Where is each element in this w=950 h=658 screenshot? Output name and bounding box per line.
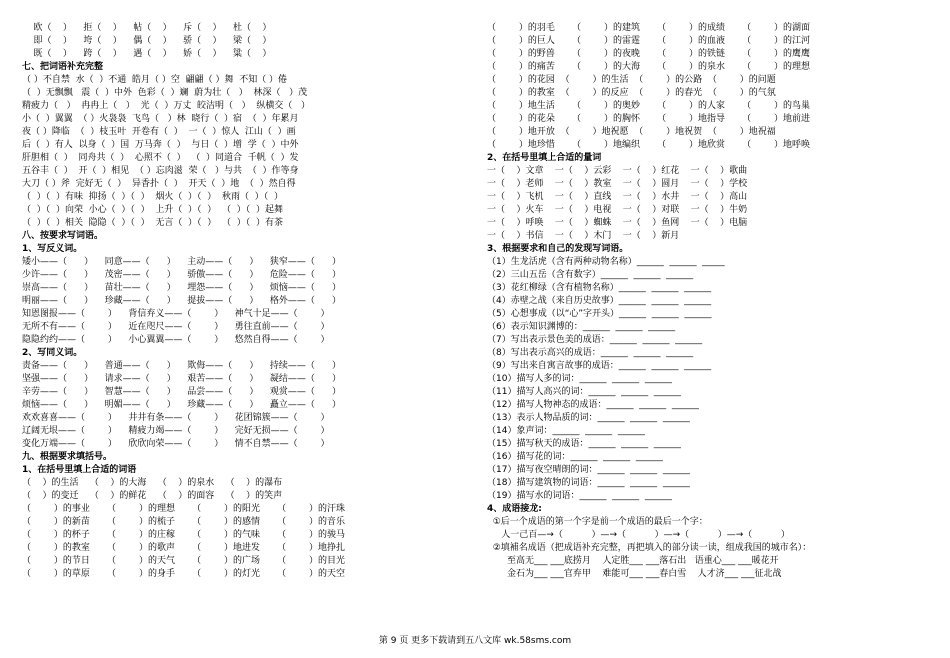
right-line: 一（ ）呼唤 一（ ）蜘蛛 一（ ）鱼网 一（ ）电脑: [487, 218, 748, 228]
left-line: 既（ ） 跨（ ） 遇（ ） 娇（ ） 粱（ ）: [22, 49, 272, 59]
page-footer: 第 9 页 更多下载请到五八文库 wk.58sms.com: [378, 636, 572, 646]
left-line: 坚强——（ ） 请求——（ ） 艰苦——（ ） 凝结——（ ）: [22, 374, 341, 384]
right-line: 一（ ）火车 一（ ）电视 一（ ）对联 一（ ）牛奶: [487, 205, 748, 215]
right-line: （ ）地珍惜 （ ）地编织 （ ）地欣赏 （ ）地呼唤: [487, 140, 811, 150]
left-heading: 1、在括号里填上合适的词语: [22, 465, 137, 475]
left-line: （ ）无飘飘 震（ ）中外 色彩（ ）斓 蔚为壮（ ） 林深（ ）茂: [22, 88, 308, 98]
right-heading: 3、根据要求和自己的发现写词语。: [487, 244, 629, 254]
left-line: （ ）的新苗 （ ）的梳子 （ ）的感情 （ ）的音乐: [22, 517, 346, 527]
right-line: （ ）的痛苦 （ ）的大海 （ ）的泉水 （ ）的理想: [487, 62, 811, 72]
right-line: （ ）的花朵 （ ）的胸怀 （ ）地指导 （ ）地前进: [487, 114, 811, 124]
left-line: （ ）的事业 （ ）的理想 （ ）的阳光 （ ）的汗珠: [22, 504, 346, 514]
right-line: （5）心想事成（以“心”字开头）______ ______ ______: [487, 309, 712, 319]
right-line: 至高无___ ___底捞月 人定胜___ ___落石出 语重心___ ___暖花开: [487, 556, 779, 566]
right-line: 人一己百—→（ ）—→（ ）—→（ ）—→（ ）: [487, 530, 790, 540]
right-heading: 2、在括号里填上合适的量词: [487, 153, 602, 163]
right-line: （4）赤壁之战（来自历史故事）______ ______ ______: [487, 296, 712, 306]
right-line: （ ）的教室 （ ）的反应 （ ）的春光 （ ）的气氛: [487, 88, 776, 98]
right-line: （ ）的花园 （ ）的生活 （ ）的公路 （ ）的问题: [487, 75, 776, 85]
right-line: （ ）的野兽 （ ）的夜晚 （ ）的铁链 （ ）的鹰鹰: [487, 49, 811, 59]
right-line: （ ）地生活 （ ）的奥妙 （ ）的人家 （ ）的鸟巢: [487, 101, 811, 111]
right-line: （6）表示知识渊博的：______ ______ ______: [487, 322, 676, 332]
left-line: （ ）的杯子 （ ）的庄稼 （ ）的气味 （ ）的骏马: [22, 530, 346, 540]
right-line: （ ）的羽毛 （ ）的建筑 （ ）的成绩 （ ）的湖面: [487, 23, 811, 33]
left-line: 矮小——（ ） 同意——（ ） 主动——（ ） 狭窄——（ ）: [22, 257, 341, 267]
right-line: （15）描写秋天的成语：______ ______ ______: [487, 439, 681, 449]
left-line: （ ）的生活 （ ）的大海 （ ）的泉水 （ ）的瀑布: [22, 478, 283, 488]
left-line: （ ）的草原 （ ）的身手 （ ）的灯光 （ ）的天空: [22, 569, 346, 579]
left-line: 小（ ）翼翼 （ ）火袅袅 飞鸟（ ）林 晓行（ ）宿 （ ）年累月: [22, 114, 299, 124]
right-line: 金石为___ ___官弃甲 难能可___ ___春白雪 人才济___ ___征北战: [487, 569, 782, 579]
left-line: 精疲力（ ） 冉冉上（ ） 光（ ）万丈 皎洁明（ ） 纵横交（ ）: [22, 101, 310, 111]
left-line: （ ）的节日 （ ）的天气 （ ）的广场 （ ）的目光: [22, 556, 346, 566]
left-line: 肝胆相（ ） 同舟共（ ） 心照不（ ） （ ）同道合 千帆（ ）发: [22, 153, 299, 163]
left-column: [22, 22, 470, 581]
right-heading: 4、成语接龙:: [487, 504, 542, 514]
left-line: 少许——（ ） 茂密——（ ） 骄傲——（ ） 危险——（ ）: [22, 270, 341, 280]
left-heading: 九、根据要求填括号。: [22, 452, 113, 462]
right-column: [487, 22, 930, 581]
right-line: （11）描写人高兴的词：______ ______ ______: [487, 387, 681, 397]
right-line: （14）象声词：______ ______ ______: [487, 426, 645, 436]
left-line: （ ）（ ）向荣 小心（ ）（ ） 上升（ ）（ ） （ ）（ ）起舞: [22, 205, 283, 215]
right-line: （16）描写花的词：______ ______ ______: [487, 452, 663, 462]
left-heading: 2、写同义词。: [22, 348, 83, 358]
left-line: 后（ ）有人 以身（ ）国 万马奔（ ） 与日（ ）增 学（ ）中外: [22, 140, 299, 150]
left-line: 大刀（ ）斧 完好无（ ） 异香扑（ ） 开天（ ）地 （ ）然自得: [22, 179, 296, 189]
left-line: 辽阔无垠——（ ） 精疲力竭——（ ） 完好无损——（ ）: [22, 426, 330, 436]
left-heading: 七、把词语补充完整: [22, 62, 104, 72]
left-line: 辛劳——（ ） 智慧——（ ） 品尝——（ ） 观赏——（ ）: [22, 387, 341, 397]
right-line: （19）描写水的词语：______ ______ ______: [487, 491, 672, 501]
left-line: 责备——（ ） 普通——（ ） 欺侮——（ ） 持续——（ ）: [22, 361, 341, 371]
right-line: （3）花红柳绿（含有植物名称）______ ______ ______: [487, 283, 712, 293]
left-line: 崇高——（ ） 苗壮——（ ） 埋怨——（ ） 烦恼——（ ）: [22, 283, 341, 293]
right-line: （18）描写建筑物的词语：______ ______ ______: [487, 478, 690, 488]
right-line: 一（ ）飞机 一（ ）直线 一（ ）水井 一（ ）高山: [487, 192, 748, 202]
right-line: （ ）的巨人 （ ）的雷霆 （ ）的血液 （ ）的江河: [487, 36, 811, 46]
left-line: 隐隐约约——（ ） 小心翼翼——（ ） 悠然自得——（ ）: [22, 335, 330, 345]
right-line: （10）描写人多的词：______ ______ ______: [487, 374, 672, 384]
left-line: 烦恼——（ ） 明媚——（ ） 珍藏——（ ） 矗立——（ ）: [22, 400, 341, 410]
right-line: ②填補名成语（把成语补充完整，再把填入的部分读一读，组成我国的城市名）：: [487, 543, 812, 553]
left-line: 五谷丰（ ） 开（ ）相见 （ ）忘肉滋 荣（ ）与共 （ ）作等身: [22, 166, 299, 176]
left-heading: 八、按要求写词语。: [22, 231, 104, 241]
right-line: （12）描写人物神态的成语：______ ______ ______: [487, 400, 699, 410]
right-line: （17）描写夜空晴朗的词：______ ______ ______: [487, 465, 690, 475]
right-line: （8）写出表示高兴的成语：______ ______ ______: [487, 348, 694, 358]
left-line: （ ）（ ）相关 隐隐（ ）（ ） 无言（ ）（ ） （ ）（ ）有茶: [22, 218, 283, 228]
left-line: （ ）（ ）有味 抑扬（ ）（ ） 烟火（ ）（ ） 秋雨（ ）（ ）: [22, 192, 283, 202]
right-line: （ ）地开放 （ ）地祝愿 （ ）地祝贺 （ ）地祝福: [487, 127, 776, 137]
right-line: ①后一个成语的第一个字是前一个成语的最后一个字：: [487, 517, 708, 527]
left-heading: 1、写反义词。: [22, 244, 83, 254]
right-line: （2）三山五岳（含有数字）______ ______ ______: [487, 270, 694, 280]
right-line: （7）写出表示景色美的成语：______ ______ ______: [487, 335, 703, 345]
left-line: 变化万端——（ ） 欣欣向荣——（ ） 情不自禁——（ ）: [22, 439, 330, 449]
left-line: （ ）不自禁 水（ ）不通 皓月（ ）空 翩翩（ ）舞 不知（ ）倦: [22, 75, 288, 85]
right-line: （9）写出来自寓言故事的成语：______ ______ ______: [487, 361, 712, 371]
left-line: 知恩图报——（ ） 背信弃义——（ ） 神气十足——（ ）: [22, 309, 330, 319]
left-line: （ ）的教室 （ ）的歌声 （ ）地进发 （ ）地挣扎: [22, 543, 346, 553]
left-line: （ ）的变迁 （ ）的鲜花 （ ）的面容 （ ）的笑声: [22, 491, 283, 501]
left-line: 夜（ ）降临 （ ）枝玉叶 开卷有（ ） 一（ ）惊人 江山（ ）画: [22, 127, 296, 137]
left-line: 欧（ ） 拒（ ） 帖（ ） 斥（ ） 杜（ ）: [22, 23, 272, 33]
right-line: 一（ ）文章 一（ ）云彩 一（ ）红花 一（ ）歌曲: [487, 166, 748, 176]
left-line: 即（ ） 垮（ ） 偶（ ） 骄（ ） 梁（ ）: [22, 36, 272, 46]
right-line: （1）生龙活虎（含有两种动物名称）______ ______ _____: [487, 257, 725, 267]
left-line: 欢欢喜喜——（ ） 井井有条——（ ） 花团锦簇——（ ）: [22, 413, 330, 423]
right-line: 一（ ）书信 一（ ）木门 一（ ）新月: [487, 231, 680, 241]
right-line: （13）表示人物品质的词：______ ______ ______: [487, 413, 690, 423]
right-line: 一（ ）老师 一（ ）教室 一（ ）圆月 一（ ）学校: [487, 179, 748, 189]
left-line: 无所不有——（ ） 近在咫尺——（ ） 勇往直前——（ ）: [22, 322, 330, 332]
left-line: 明丽——（ ） 珍藏——（ ） 提拔——（ ） 格外——（ ）: [22, 296, 341, 306]
